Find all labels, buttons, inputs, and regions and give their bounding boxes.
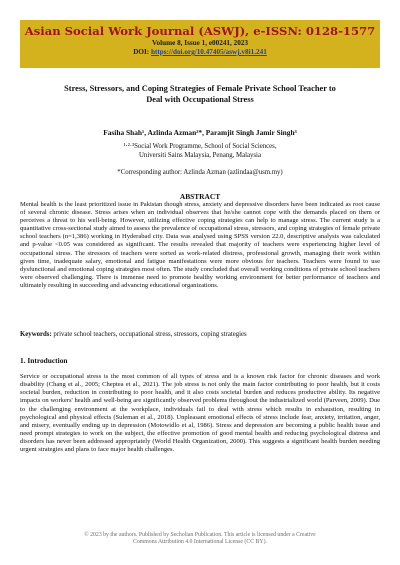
doi-line xyxy=(20,48,380,57)
affiliation-line-2: Universiti Sains Malaysia, Penang, Malaysia xyxy=(139,151,261,159)
doi-link[interactable]: https://doi.org/10.47405/aswj.v8i1.241 xyxy=(150,48,267,56)
journal-header-banner xyxy=(20,20,380,68)
volume-issue: Volume 8, Issue 1, e00241, 2023 xyxy=(152,39,248,47)
section-heading-introduction: 1. Introduction xyxy=(20,356,68,365)
keywords-list: private school teachers, occupational stress, stressors, coping strategies xyxy=(51,331,247,338)
keywords-label: Keywords: xyxy=(20,331,52,338)
introduction-text: Service or occupational stress is the most common of all types of stress and is a known risk factor for chronic diseases and work disability (Chang et al., 2005; Cheptea et al., 2021). The job stress is not only the main factor contributing to poor health, but it costs societal burden, reduction in contributing to poor health, and it also costs societal burden and reduces productive ability. Its negative impacts on workers' health and well-being are significantly observed problems throughout the industrialized world (Parveen, 2009). Due to the challenging environment at the workplace, individuals fail to deal with stress which results in exhaustion, resulting in psychological and physical effects (Suleman et al., 2018). Unpleasant emotional effects of stress include fear, anxiety, irritation, anger, and misery, eventually ending up in depression (Motowidlo et al, 1986). Stress and depression are becoming a public health issue and need prompt strategies to work on the subject, the effective promotion of good mental health and reducing psychological distress and disorders has never been addressed appropriately (World Health Organization, 2000). This suggests a significant health burden needing urgent strategies and plans to face major health challenges. xyxy=(20,373,380,454)
abstract-text: Mental health is the least prioritized issue in Pakistan though stress, anxiety and depressive disorders have been indicated as root cause of several chronic disease. Stress arises when an individual observes that he/she cannot cope with the demands placed on them or perceives a threat to his well-being. However, utilizing effective coping strategies can help to manage stress. The current study is a quantitative cross-sectional study aimed to assess the prevalence of occupational stress, stressors, and coping strategies of female private school teachers (n=1,386) working in Hyderabad city. Data was analysed using SPSS version 22.0, descriptive analysis was calculated and p-value <0.05 was considered as significant. The results revealed that majority of teachers were experiencing higher level of occupational stress. The stressors of teachers were sorted as work-related distress, professional growth, managing their work within given time, inadequate salary, emotional and fatigue manifestations were more obvious for teachers. Teachers were found to use dysfunctional and emotional coping strategies most often. The study concluded that overall working conditions of private school teachers were observed challenging. There is immense need to promote healthy working environment for better performance of teachers and ultimately resulting in succeeding and advancing educational organizations. xyxy=(20,201,380,289)
affiliation xyxy=(20,143,380,160)
paper-title-line-2: Deal with Occupational Stress xyxy=(146,94,254,104)
corresponding-author: *Corresponding author: Azlinda Azman (azlindaa@usm.my) xyxy=(117,169,283,176)
author-list: Fasiha Shah¹, Azlinda Azman²*, Paramjit Singh Jamir Singh³ xyxy=(103,128,297,137)
journal-name: Asian Social Work Journal (ASWJ), e-ISSN: 0128-1577 xyxy=(24,24,376,38)
license-line-2: Commons Attribution 4.0 International License (CC BY). xyxy=(133,539,267,546)
paper-title xyxy=(40,84,360,105)
keywords xyxy=(20,330,380,339)
paper-title-line-1: Stress, Stressors, and Coping Strategies of Female Private School Teacher to xyxy=(64,84,336,93)
doi-label: DOI: xyxy=(133,48,151,56)
abstract-heading: ABSTRACT xyxy=(179,192,221,201)
license-line-1: © 2023 by the authors. Published by Secholian Publication. This article is licensed under a Creative xyxy=(84,532,316,538)
license-footer xyxy=(30,532,370,547)
affiliation-line-1: ¹·²·³Social Work Programme, School of Social Sciences, xyxy=(123,143,277,150)
